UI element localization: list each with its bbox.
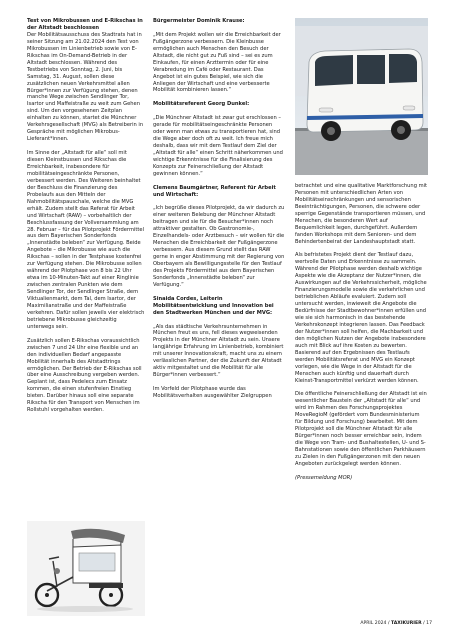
paragraph: Die öffentliche Feinerschließung der Altstadt ist ein wesentlicher Baustein der „Altstadt für alle“ und wird im Rahmen des Forschungsprojektes MoveRegioM (gefördert vom Bundesministerium für Bildung und Forschung) bearbeitet. Mit dem Pilotprojekt soll die Münchner Altstadt für alle Bürger*innen noch besser erreichbar sein, indem die Wege von Tram- und Bushaltestellen, U- und S-Bahnstationen sowie den öffentlichen Parkhäusern zu Zielen in den Fußgängerzonen mit den neuen Angeboten zurückgelegt werden können. xyxy=(295,391,427,467)
e-rikscha-photo xyxy=(27,521,145,616)
column-1 xyxy=(27,18,145,414)
paragraph: Der Mobilitätsausschuss des Stadtrats hat in seiner Sitzung am 21.02.2024 den Test von Mikrobussen im Linienbetrieb sowie von E-Rikschas im On-Demand-Betrieb in der Altstadt beschlossen. Während des Testbetriebs von Sonntag, 2. Juni, bis Samstag, 31. August, sollen diese zusätzlichen neuen Verkehrsmittel allen Bürger*innen zur Verfügung stehen, denen manche Wege zwischen Sendlinger Tor, Isartor und Maffeistraße zu weit zum Gehen sind. Um den vorgesehenen Zeitplan einhalten zu können, startet die Münchner Verkehrsgesellschaft (MVG) als Betreiberin in Gespräche mit möglichen Mikrobus-Lieferant*innen. xyxy=(27,31,144,143)
magazine-name: TAXIKURIER xyxy=(390,621,422,626)
paragraph: Im Sinne der „Altstadt für alle“ soll mit diesen Kleinstbussen und Rikschas die Erreichbarkeit, insbesondere für mobilitätseingeschränkte Personen, verbessert werden. Des Weiteren beinhaltet der Beschluss die Finanzierung des Probelaufs aus den Mitteln der Nahmobilitätspauschale, welche die MVG erhält. Zudem stellt das Referat für Arbeit und Wirtschaft (RAW) – vorbehaltlich der Beschlussfassung der Vollversammlung am 28. Februar – für das Pilotprojekt Fördermittel aus dem Bayerischen Sonderfonds „Innenstädte beleben“ zur Verfügung. Beide Angebote – die Mikrobusse wie auch die Rikschas – sollen in der Testphase kostenfrei zur Verfügung stehen. Die Mikrobusse sollen während der Pilotphase von 8 bis 22 Uhr etwa im 10-Minuten-Takt auf einer Ringlinie zwischen zentralen Punkten wie dem Sendlinger Tor, der Sendlinger Straße, dem Viktualienmarkt, dem Tal, dem Isartor, der Maximilianstraße und der Maffeistraße verkehren. Dafür sollen jeweils vier elektrisch betriebene Mikrobusse gleichzeitig unterwegs sein. xyxy=(27,150,145,330)
footer-separator: / xyxy=(386,621,391,626)
paragraph: Zusätzlich sollen E-Rikschas voraussichtlich zwischen 7 und 24 Uhr eine flexible und an den individuellen Bedarf angepasste Mobilität innerhalb des Altstadtrings ermöglichen. Der Betrieb der E-Rikschas soll über eine Ausschreibung vergeben werden. Geplant ist, dass Pedelecs zum Einsatz kommen, die einen stufenfreien Einstieg bieten. Darüber hinaus soll eine separate Rikscha für den Transport von Menschen im Rollstuhl vorgehalten werden. xyxy=(27,337,142,414)
paragraph: betrachtet und eine qualitative Marktforschung mit Personen mit unterschiedlichen Arten von Mobilitätseinschränkungen und sensorischen Beeinträchtigungen, Personen, die schwere oder sperrige Gegenstände transportieren müssen, und Menschen, die besonderen Wert auf Bequemlichkeit legen, durchgeführt. Außerdem fanden Workshops mit dem Senioren- und dem Behindertenbeirat der Landeshauptstadt statt. xyxy=(295,183,428,245)
quote-heading: Mobilitätsreferent Georg Dunkel: xyxy=(153,101,250,108)
section-heading: Test von Mikrobussen und E-Rikschas in der Altstadt beschlossen xyxy=(27,18,143,31)
quote-heading: Clemens Baumgärtner, Referent für Arbeit und Wirtschaft: xyxy=(153,184,276,198)
quote-paragraph: „Ich begrüße dieses Pilotprojekt, da wir dadurch zu einer weiteren Belebung der Münchner Altstadt beitragen und sie für die Besucher*innen noch attraktiver gestalten. Ob Gastronomie-, Einzelhandels- oder Arztbesuch – wir wollen für die Menschen die Erreichbarkeit der Fußgängerzone verbessern. Aus diesem Grund stellt das RAW gerne in enger Abstimmung mit der Regierung von Oberbayern als Bewilligungsstelle für den Testlauf des Projekts Fördermittel aus dem Bayerischen Sonderfonds „Innenstädte beleben“ zur Verfügung.“ xyxy=(153,205,285,288)
quote-paragraph: „Mit dem Projekt wollen wir die Erreichbarkeit der Fußgängerzone verbessern. Die Kleinbusse ermöglichen auch Menschen den Besuch der Altstadt, die nicht gut zu Fuß sind – sei es zum Einkaufen, für einen Arzttermin oder für eine Verabredung im Café oder Restaurant. Das Angebot ist ein gutes Beispiel, wie sich die Anliegen der Wirtschaft und eine verbesserte Mobilität kombinieren lassen.“ xyxy=(153,31,281,94)
column-2 xyxy=(153,18,285,400)
issue-date: APRIL 2024 xyxy=(360,621,387,626)
quote-paragraph: „Die Münchner Altstadt ist zwar gut erschlossen – gerade für mobilitätseingeschränkte Personen oder wenn man etwas zu transportieren hat, sind die Wege aber doch oft zu weit. Ich freue mich deshalb, dass wir mit dem Testlauf dem Ziel der „Altstadt für alle“ einen Schritt näherkommen und wichtige Erkenntnisse für die Finalisierung des Konzepts zur Feinerschließung der Altstadt gewinnen können.“ xyxy=(153,115,283,177)
quote-heading: Sinaida Cordes, Leiterin Mobilitätsentwicklung und Innovation bei den Stadtwerken München und der MVG: xyxy=(153,295,274,316)
column-3 xyxy=(295,183,428,482)
quote-heading: Bürgermeister Dominik Krause: xyxy=(153,18,245,24)
paragraph: Im Vorfeld der Pilotphase wurde das Mobilitätsverhalten ausgewählter Zielgruppen xyxy=(153,386,272,399)
press-credit: (Pressemeldung MOR) xyxy=(295,474,353,481)
page-number: / 17 xyxy=(421,621,432,626)
quote-paragraph: „Als das städtische Verkehrsunternehmen in München freut es uns, fell dieses wegweisenden Projekts in der Münchner Altstadt zu sein. Unsere langjährige Erfahrung im Linienbetrieb, kombiniert mit unserer Innovationskraft, macht uns zu einem verlässlichen Partner, der die Zukunft der Altstadt aktiv mitgestaltet und die Mobilität für alle Bürger*innen verbessert.“ xyxy=(153,323,284,379)
page-footer xyxy=(336,621,432,626)
mikrobus-photo xyxy=(295,18,428,175)
paragraph: Als befristetes Projekt dient der Testlauf dazu, wertvolle Daten und Erkenntnisse zu sammeln. Während der Pilotphase werden deshalb wichtige Aspekte wie die Akzeptanz der Nutzer*innen, die Auswirkungen auf die Verkehrssicherheit, mögliche Finanzierungsmodelle sowie die verkehrlichen und betrieblichen Abläufe evaluiert. Zudem soll untersucht werden, inwieweit die Angebote die Bedürfnisse der Stadtbewohner*innen erfüllen und wie sie sich harmonisch in das bestehende Verkehrskonzept integrieren lassen. Das Feedback der Nutzer*innen soll helfen, die Machbarkeit und den möglichen Nutzen der Angebote insbesondere auch mit Blick auf ihre Kosten zu bewerten. Basierend auf den Ergebnissen des Testlaufs werden Mobilitätsreferat und MVG ein Konzept vorlegen, wie die Wege in der Altstadt für die Menschen auch künftig und dauerhaft durch Kleinst-Transportmittel verkürzt werden können. xyxy=(295,252,427,384)
